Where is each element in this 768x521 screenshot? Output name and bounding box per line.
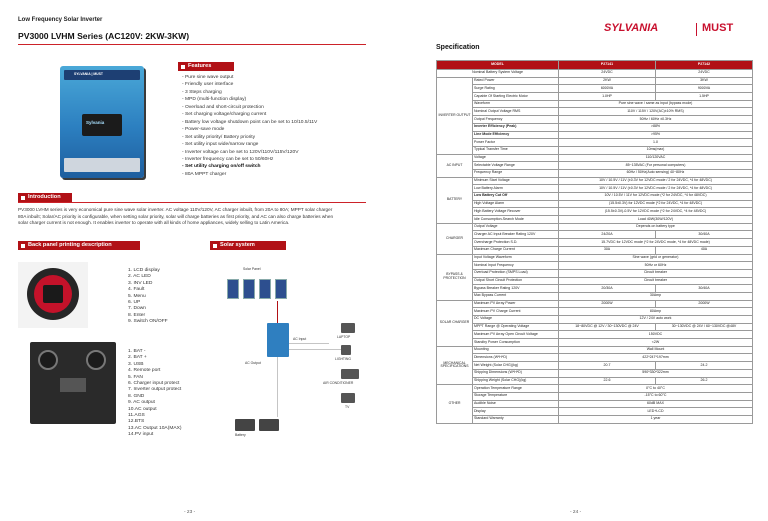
intro-line: solar charger current is not enough. It enables inverter to operate with all kinds of home appliances, widely selling to Latin America. (18, 220, 290, 225)
spec-value-p27142: 40A (656, 246, 753, 254)
spec-label: Line Mode Efficiency (473, 131, 559, 139)
spec-value: 50Hz or 60Hz (559, 262, 753, 270)
spec-value-p27141: 30A (559, 246, 656, 254)
spec-category: INVERTER OUTPUT (437, 77, 473, 154)
spec-row (437, 85, 753, 93)
features-heading-text: Features (188, 63, 212, 69)
spec-label: Mounting (473, 346, 559, 354)
back-panel-heading-text: Back panel printing description (28, 242, 112, 248)
spec-row (437, 200, 753, 208)
feature-item: - Power-save mode (182, 127, 225, 133)
spec-value: 590*330*322mm (559, 369, 753, 377)
spec-value: Sine wave (grid or generator) (559, 254, 753, 262)
page-title: PV3000 LVHM Series (AC120V: 2KW-3KW) (18, 31, 190, 41)
legend-item: 1. LCD display (128, 268, 160, 273)
air-conditioner-icon (341, 369, 359, 379)
legend-item: 3. INV LED (128, 280, 153, 286)
feature-item: - Friendly user interface (182, 82, 234, 88)
spec-value: 50Hz / 60Hz ±0.3Hz (559, 116, 753, 124)
spec-value-p27142: 30/40A (656, 231, 753, 239)
spec-label: Maximum PV Array Open Circuit Voltage (473, 331, 559, 339)
legend-item: 9. AC output (128, 400, 155, 406)
spec-value: 85~135VAC (For personal computers) (559, 162, 753, 170)
spec-value: (15.5±0.3V)-0.5V for 12VDC mode (*2 for 24VDC, *4 for 48VDC) (559, 208, 753, 216)
spec-label: Selectable Voltage Range (473, 162, 559, 170)
spec-value: Depends on battery type (559, 223, 753, 231)
spec-row (437, 70, 753, 78)
spec-label: Surge Rating (473, 85, 559, 93)
intro-heading-text: Introduction (28, 194, 61, 200)
spec-label: Voltage (473, 154, 559, 162)
back-panel-legend (128, 349, 182, 439)
pv-wire (277, 301, 278, 323)
spec-category: OTHER (437, 385, 473, 423)
spec-row (437, 216, 753, 224)
spec-value-p27141: 2KW (559, 77, 656, 85)
spec-row (437, 339, 753, 347)
legend-item: 7. Down (128, 306, 146, 312)
product-base (64, 158, 140, 172)
fan-icon (86, 350, 106, 370)
spec-row (437, 123, 753, 131)
spec-label: Frequency Range (473, 169, 559, 177)
spec-value-p27141: 18~80VDC @ 12V / 30~130VDC @ 24V (559, 323, 656, 331)
spec-value-p27142: 3KW (656, 77, 753, 85)
sylvania-logo: SYLVANIA (604, 22, 659, 34)
spec-row (437, 269, 753, 277)
features-list (182, 74, 368, 178)
spec-value-p27142: 9000VA (656, 85, 753, 93)
spec-label: Input Voltage Waveform (473, 254, 559, 262)
back-panel-heading (18, 241, 140, 250)
spec-value-p27142: 30/40A (656, 285, 753, 293)
battery-label: Battery (235, 433, 246, 437)
specification-title: Specification (436, 44, 480, 51)
spec-row (437, 331, 753, 339)
spec-row (437, 100, 753, 108)
spec-value: 10ms(max) (559, 146, 753, 154)
spec-value: 12V / 24V auto work (559, 316, 753, 324)
legend-item: 5. Menu (128, 293, 146, 299)
spec-label: Output Short Circuit Protection (473, 277, 559, 285)
spec-label: High Battery Voltage Recover (473, 208, 559, 216)
lighting-label: LIGHTING (335, 357, 352, 361)
front-panel-ring (34, 275, 72, 313)
system-heading (210, 241, 286, 257)
product-image (60, 66, 144, 178)
spec-row (437, 277, 753, 285)
spec-label: Charger AC Input Breaker Rating 120V (473, 231, 559, 239)
spec-row (437, 400, 753, 408)
spec-label: High Voltage Alarm (473, 200, 559, 208)
legend-item: 8. Enter (128, 312, 146, 318)
spec-value: 110V / 115V / 120V(AC)±10% RMS) (559, 108, 753, 116)
legend-item: 14.PV input (128, 432, 154, 438)
spec-row (437, 139, 753, 147)
spec-row (437, 77, 753, 85)
spec-category: BYPASS & PROTECTION (437, 254, 473, 300)
spec-label: Net Weight (Solar CHG)(kg) (473, 362, 559, 370)
spec-label: Low Battery Alarm (473, 185, 559, 193)
product-lcd-text: Sylvania (86, 120, 105, 125)
brand-logo (604, 22, 750, 38)
spec-row (437, 308, 753, 316)
spec-label: Capable Of Starting Electric Motor (473, 93, 559, 101)
legend-item: 3. USB (128, 361, 144, 367)
spec-row (437, 146, 753, 154)
feature-item: - Battery low voltage shutdown point can be set to 10/10.5/11V (182, 119, 318, 125)
spec-value: >95% (559, 131, 753, 139)
spec-label: Storage Temperature (473, 392, 559, 400)
spec-label: Maximum Charge Current (473, 246, 559, 254)
tv-icon (341, 393, 355, 403)
spec-row (437, 154, 753, 162)
intro-divider (18, 202, 366, 203)
spec-row (437, 369, 753, 377)
spec-label: Output Frequency (473, 116, 559, 124)
solar-panel-label: Solar Panel (243, 267, 261, 271)
page-number-left: - 23 - (184, 510, 196, 515)
spec-value: Load 40W(30W/120V) (559, 216, 753, 224)
front-panel-dial (27, 268, 79, 320)
laptop-label: LAPTOP (337, 335, 351, 339)
spec-row (437, 262, 753, 270)
lighting-icon (341, 345, 351, 355)
legend-item: 1. BAT - (128, 349, 146, 354)
spec-label: Overcharge Protection S.D. (473, 239, 559, 247)
spec-label: Typical Transfer Time (473, 146, 559, 154)
spec-value: 10V / 10.5V / 11V (±0.3V for 12VDC mode / 2 for 24VDC, *4 for 48VDC) (559, 185, 753, 193)
inverter-icon (267, 323, 289, 357)
spec-row (437, 415, 753, 423)
solar-panel-icon (275, 279, 287, 299)
spec-value: LED+LCD (559, 408, 753, 416)
spec-value-p27142: 1.5HP (656, 93, 753, 101)
spec-value: 80Amp (559, 308, 753, 316)
feature-item: - Overload and short-circuit protection (182, 104, 264, 110)
tv-label: TV (345, 405, 350, 409)
spec-label: Rated Power (473, 77, 559, 85)
spec-row (437, 323, 753, 331)
spec-label: Maximum PV Array Power (473, 300, 559, 308)
legend-item: 12.BTS (128, 419, 145, 425)
spec-category: BATTERY (437, 177, 473, 223)
spec-value-p27142: 26.2 (656, 377, 753, 385)
legend-item: 8. GND (128, 393, 145, 399)
front-panel-diagram (18, 262, 88, 328)
spec-value: 0°C to 40°C (559, 385, 753, 393)
legend-item: 2. BAT + (128, 355, 147, 361)
spec-row (437, 254, 753, 262)
must-logo: MUST (702, 22, 734, 34)
spec-label: Minimum Start Voltage (473, 177, 559, 185)
ac-input-label: AC Input (293, 337, 307, 341)
spec-row (437, 354, 753, 362)
air-conditioner-label: AIR CONDITIONER (323, 381, 354, 385)
spec-label: Overload Protection (SMPS Load) (473, 269, 559, 277)
spec-row (437, 169, 753, 177)
legend-item: 6. UP (128, 300, 141, 306)
spec-row (437, 385, 753, 393)
spec-label: Operation Temperature Range (473, 385, 559, 393)
battery-icon (235, 419, 255, 431)
product-brand-label: SYLVANIA | MUST (74, 72, 103, 76)
spec-row (437, 208, 753, 216)
intro-heading (18, 193, 72, 202)
feature-item: - 80A MPPT charger (182, 171, 227, 177)
feature-item: - Inverter frequency can be set to 50/60Hz (182, 156, 274, 162)
page-supertitle: Low Frequency Solar Inverter (18, 17, 103, 23)
spec-label: Standby Power Consumption (473, 339, 559, 347)
spec-label: Nominal Input Frequency (473, 262, 559, 270)
spec-value-p27141: 22.6 (559, 377, 656, 385)
feature-item: - Inverter voltage can be set to 120V/110V/115V/120V (182, 149, 299, 155)
legend-item: 10.AC output (128, 406, 157, 412)
spec-value-p27142: 2000W (656, 300, 753, 308)
intro-paragraph (18, 207, 368, 227)
spec-label: DC Voltage (473, 316, 559, 324)
feature-item: - 3 Steps charging (182, 89, 222, 95)
spec-value: 15.7VDC for 12VDC mode (*2 for 24VDC mode, *4 for 48VDC mode) (559, 239, 753, 247)
intro-line: 80A inbuilt; Solar/AC priority is configurable, when setting solar priority, solar will charge batteries as first priority, and AC can also charge batteries when (18, 213, 334, 219)
spec-label: Waveform (473, 100, 559, 108)
spec-value-p27141: 20/30A (559, 285, 656, 293)
spec-value-p27141: 2000W (559, 300, 656, 308)
legend-item: 13.AC Output 10A(MAX) (128, 425, 182, 431)
spec-value-p27142: 30~130VDC @ 24V / 60~130VDC @48V (656, 323, 753, 331)
spec-label: Audible Noise (473, 400, 559, 408)
legend-item: 9. Switch ON/OFF (128, 319, 168, 325)
spec-label: Maximum PV Charge Current (473, 308, 559, 316)
features-heading (178, 62, 234, 71)
spec-row (437, 131, 753, 139)
spec-row (437, 231, 753, 239)
spec-value: Pure sine wave / same as input (bypass mode) (559, 100, 753, 108)
spec-value-p27142: 24VDC (656, 70, 753, 78)
spec-value: Circuit breaker (559, 277, 753, 285)
spec-value: <2W (559, 339, 753, 347)
page-number-right: - 24 - (570, 510, 582, 515)
legend-item: 2. AC LED (128, 274, 151, 280)
feature-item: - Set utility input wide/narrow range (182, 142, 259, 148)
legend-item: 5. FAN (128, 374, 143, 380)
spec-row (437, 162, 753, 170)
spec-label: Standard Warranty (473, 415, 559, 423)
spec-label: Nominal Battery System Voltage (437, 70, 559, 78)
product-lcd (82, 114, 122, 136)
spec-label: Low Battery Cut Off (473, 193, 559, 201)
spec-row (437, 346, 753, 354)
solar-panel-icon (259, 279, 271, 299)
fan-icon (38, 350, 58, 370)
intro-line: PV3000 LVHM series is very economical pure sine wave solar inverter. AC voltage 110V/120V, AC charger inbuilt, from 20A to 80A; MPPT solar charger (18, 207, 333, 212)
battery-icon (259, 419, 279, 431)
spec-row (437, 246, 753, 254)
spec-value: 10V / 10.5V / 11V for 12VDC mode (*2 for 24VDC, *4 for 48VDC) (559, 193, 753, 201)
spec-label: Shipping Weight (Solar CHG)(kg) (473, 377, 559, 385)
spec-label: Shipping Dimensions (W*H*D) (473, 369, 559, 377)
spec-value: 30Amp (559, 292, 753, 300)
spec-value-p27141: 24VDC (559, 70, 656, 78)
spec-label: Dimensions (W*H*D) (473, 354, 559, 362)
spec-value: 10V / 10.5V / 11V (±0.3V for 12VDC mode / 2 for 24VDC, *4 for 48VDC) (559, 177, 753, 185)
ac-wire (289, 349, 341, 350)
back-panel-diagram (30, 342, 116, 424)
spec-row (437, 408, 753, 416)
spec-category: MECHANICAL SPECIFICATIONS (437, 346, 473, 384)
legend-item: 4. Remote port (128, 368, 161, 374)
spec-header-model: MODEL (437, 61, 559, 70)
legend-item: 6. Charger input protect (128, 381, 180, 387)
spec-value: Circuit breaker (559, 269, 753, 277)
spec-value: Wall Mount (559, 346, 753, 354)
legend-item: 4. Fault (128, 287, 145, 293)
title-divider (18, 44, 366, 45)
back-panel-ports (60, 378, 86, 392)
laptop-icon (341, 323, 355, 333)
spec-row (437, 285, 753, 293)
spec-value-p27141: 1.0HP (559, 93, 656, 101)
spec-row (437, 193, 753, 201)
spec-header-p27141: P27141 (559, 61, 656, 70)
spec-row (437, 223, 753, 231)
spec-value-p27142: 24.2 (656, 362, 753, 370)
spec-label: Bypass Breaker Rating 120V (473, 285, 559, 293)
front-panel-legend (128, 268, 168, 326)
spec-label: Display (473, 408, 559, 416)
spec-value-p27141: 6000VA (559, 85, 656, 93)
spec-value: 422*247*197mm (559, 354, 753, 362)
spec-label: MPPT Range @ Operating Voltage (473, 323, 559, 331)
specification-table (436, 60, 753, 424)
spec-row (437, 177, 753, 185)
solar-panel-icon (227, 279, 239, 299)
feature-item: - Set utility priority/ Battery priority (182, 134, 256, 140)
spec-value: (15.5±0.3V) for 12VDC mode (*2 for 24VDC, *4 for 48VDC) (559, 200, 753, 208)
spec-value: 1.0 (559, 139, 753, 147)
system-connection-diagram (213, 253, 371, 439)
spec-header-p27142: P27142 (656, 61, 753, 70)
spec-value: 1 year (559, 415, 753, 423)
spec-row (437, 377, 753, 385)
spec-label: Power Factor (473, 139, 559, 147)
spec-row (437, 316, 753, 324)
spec-category: AC INPUT (437, 154, 473, 177)
spec-label: Output Voltage (473, 223, 559, 231)
front-panel-lcd (43, 285, 63, 303)
battery-wire (277, 357, 278, 417)
spec-value: >88% (559, 123, 753, 131)
spec-value: 110/120VAC (559, 154, 753, 162)
spec-value-p27141: 20.7 (559, 362, 656, 370)
spec-row (437, 292, 753, 300)
spec-label: Max Bypass Current (473, 292, 559, 300)
spec-label: Idle Consumption-Search Mode (473, 216, 559, 224)
spec-category: SOLAR CHARGER (437, 300, 473, 346)
logo-separator (696, 23, 697, 36)
spec-row (437, 93, 753, 101)
legend-item: 11.AGS (128, 413, 145, 419)
spec-row (437, 362, 753, 370)
ac-wire (289, 343, 329, 344)
spec-row (437, 116, 753, 124)
spec-label: Inverter Efficiency (Peak) (473, 123, 559, 131)
solar-panel-icon (243, 279, 255, 299)
spec-label: Nominal Output Voltage RMS (473, 108, 559, 116)
spec-value-p27141: 24/20A (559, 231, 656, 239)
spec-value: 60Hz / 50Hz(Auto sensing) 40~80Hz (559, 169, 753, 177)
ac-output-label: AC Output (245, 361, 261, 365)
spec-row (437, 239, 753, 247)
right-page (384, 0, 768, 521)
spec-value: -15°C to 60°C (559, 392, 753, 400)
feature-item: - Set utility charging on/off switch (182, 164, 261, 170)
spec-value: 150VDC (559, 331, 753, 339)
spec-row (437, 392, 753, 400)
spec-row (437, 300, 753, 308)
spec-row (437, 185, 753, 193)
spec-header-row (437, 61, 753, 70)
feature-item: - MPD (multi-function display) (182, 97, 247, 103)
system-heading-text: Solar system connection (220, 242, 255, 257)
spec-row (437, 108, 753, 116)
spec-value: 60dB MAX (559, 400, 753, 408)
feature-item: - Set charging voltage/charging current (182, 112, 267, 118)
spec-category: CHARGER (437, 223, 473, 254)
feature-item: - Pure sine wave output (182, 75, 234, 80)
legend-item: 7. Inverter output protect (128, 387, 182, 393)
